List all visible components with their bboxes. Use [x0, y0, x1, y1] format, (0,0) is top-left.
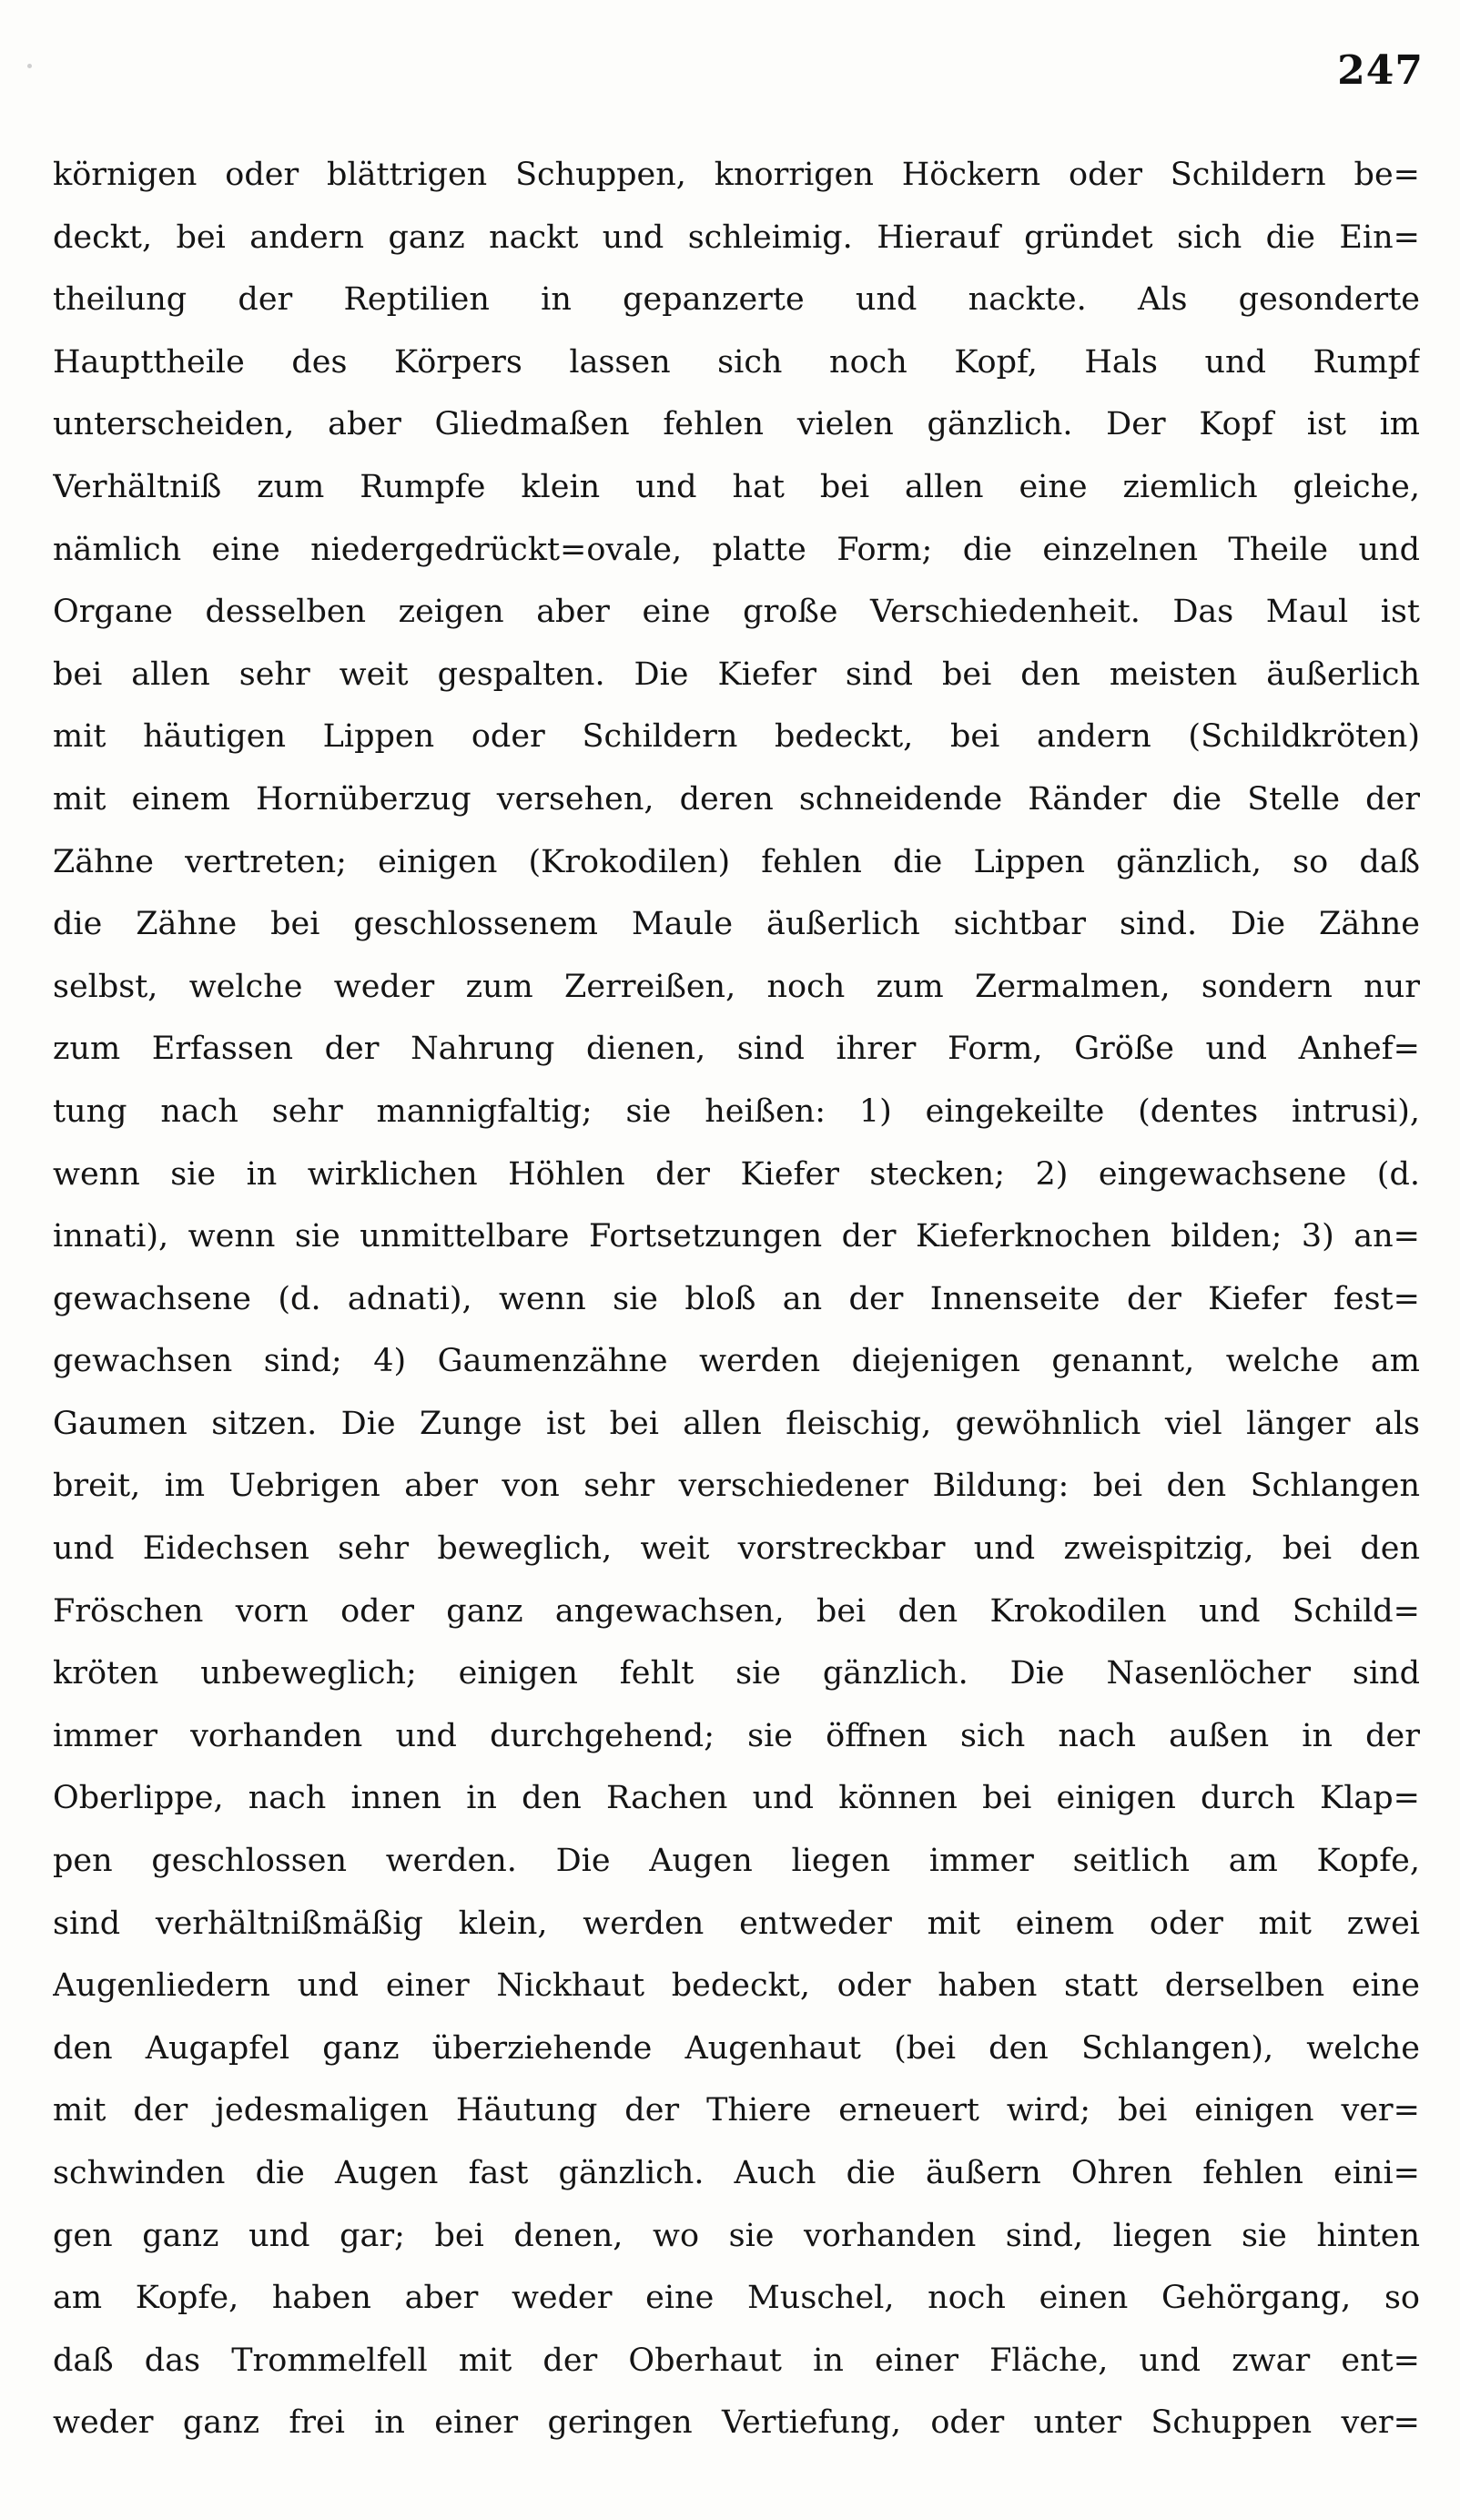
text-line: weder ganz frei in einer geringen Vertiefung, oder unter Schuppen ver=: [53, 2404, 1420, 2442]
text-line: unterscheiden, aber Gliedmaßen fehlen vielen gänzlich. Der Kopf ist im: [53, 406, 1420, 443]
text-line: Zähne vertreten; einigen (Krokodilen) fehlen die Lippen gänzlich, so daß: [53, 843, 1420, 880]
text-line: sind verhältnißmäßig klein, werden entweder mit einem oder mit zwei: [53, 1905, 1420, 1942]
text-line: mit der jedesmaligen Häutung der Thiere erneuert wird; bei einigen ver=: [53, 2092, 1420, 2129]
text-line: innati), wenn sie unmittelbare Fortsetzungen der Kieferknochen bilden; 3) an=: [53, 1218, 1420, 1255]
text-line: selbst, welche weder zum Zerreißen, noch zum Zermalmen, sondern nur: [53, 968, 1420, 1005]
text-line: mit häutigen Lippen oder Schildern bedeckt, bei andern (Schildkröten): [53, 718, 1420, 756]
text-line: mit einem Hornüberzug versehen, deren schneidende Ränder die Stelle der: [53, 780, 1420, 818]
paper-speck: [27, 64, 32, 68]
text-line: und Eidechsen sehr beweglich, weit vorstreckbar und zweispitzig, bei den: [53, 1530, 1420, 1568]
text-line: die Zähne bei geschlossenem Maule äußerlich sichtbar sind. Die Zähne: [53, 906, 1420, 943]
text-line: deckt, bei andern ganz nackt und schleimig. Hierauf gründet sich die Ein=: [53, 218, 1420, 256]
body-text: [53, 144, 1420, 2454]
text-line: zum Erfassen der Nahrung dienen, sind ihrer Form, Größe und Anhef=: [53, 1031, 1420, 1068]
text-line: gewachsen sind; 4) Gaumenzähne werden diejenigen genannt, welche am: [53, 1343, 1420, 1380]
text-line: wenn sie in wirklichen Höhlen der Kiefer stecken; 2) eingewachsene (d.: [53, 1155, 1420, 1193]
text-line: bei allen sehr weit gespalten. Die Kiefer sind bei den meisten äußerlich: [53, 655, 1420, 693]
text-line: breit, im Uebrigen aber von sehr verschiedener Bildung: bei den Schlangen: [53, 1468, 1420, 1505]
text-line: am Kopfe, haben aber weder eine Muschel, noch einen Gehörgang, so: [53, 2280, 1420, 2317]
text-line: daß das Trommelfell mit der Oberhaut in einer Fläche, und zwar ent=: [53, 2342, 1420, 2379]
text-line: Organe desselben zeigen aber eine große Verschiedenheit. Das Maul ist: [53, 594, 1420, 631]
text-line: immer vorhanden und durchgehend; sie öffnen sich nach außen in der: [53, 1717, 1420, 1754]
text-line: pen geschlossen werden. Die Augen liegen immer seitlich am Kopfe,: [53, 1843, 1420, 1880]
text-line: kröten unbeweglich; einigen fehlt sie gänzlich. Die Nasenlöcher sind: [53, 1655, 1420, 1692]
text-line: schwinden die Augen fast gänzlich. Auch die äußern Ohren fehlen eini=: [53, 2155, 1420, 2191]
text-line: theilung der Reptilien in gepanzerte und nackte. Als gesonderte: [53, 281, 1420, 319]
page-number: 247: [1337, 47, 1424, 94]
text-line: gen ganz und gar; bei denen, wo sie vorhanden sind, liegen sie hinten: [53, 2217, 1420, 2254]
text-line: nämlich eine niedergedrückt=ovale, platte Form; die einzelnen Theile und: [53, 531, 1420, 568]
text-line: körnigen oder blättrigen Schuppen, knorrigen Höckern oder Schildern be=: [53, 157, 1420, 193]
text-line: Oberlippe, nach innen in den Rachen und können bei einigen durch Klap=: [53, 1780, 1420, 1817]
text-line: Augenliedern und einer Nickhaut bedeckt, oder haben statt derselben eine: [53, 1967, 1420, 2005]
text-line: Verhältniß zum Rumpfe klein und hat bei allen eine ziemlich gleiche,: [53, 468, 1420, 505]
text-line: Fröschen vorn oder ganz angewachsen, bei den Krokodilen und Schild=: [53, 1592, 1420, 1630]
text-line: tung nach sehr mannigfaltig; sie heißen: 1) eingekeilte (dentes intrusi),: [53, 1092, 1420, 1130]
text-line: den Augapfel ganz überziehende Augenhaut (bei den Schlangen), welche: [53, 2029, 1420, 2067]
text-line: Haupttheile des Körpers lassen sich noch Kopf, Hals und Rumpf: [53, 343, 1420, 381]
text-line: gewachsene (d. adnati), wenn sie bloß an der Innenseite der Kiefer fest=: [53, 1280, 1420, 1317]
text-line: Gaumen sitzen. Die Zunge ist bei allen fleischig, gewöhnlich viel länger als: [53, 1405, 1420, 1442]
